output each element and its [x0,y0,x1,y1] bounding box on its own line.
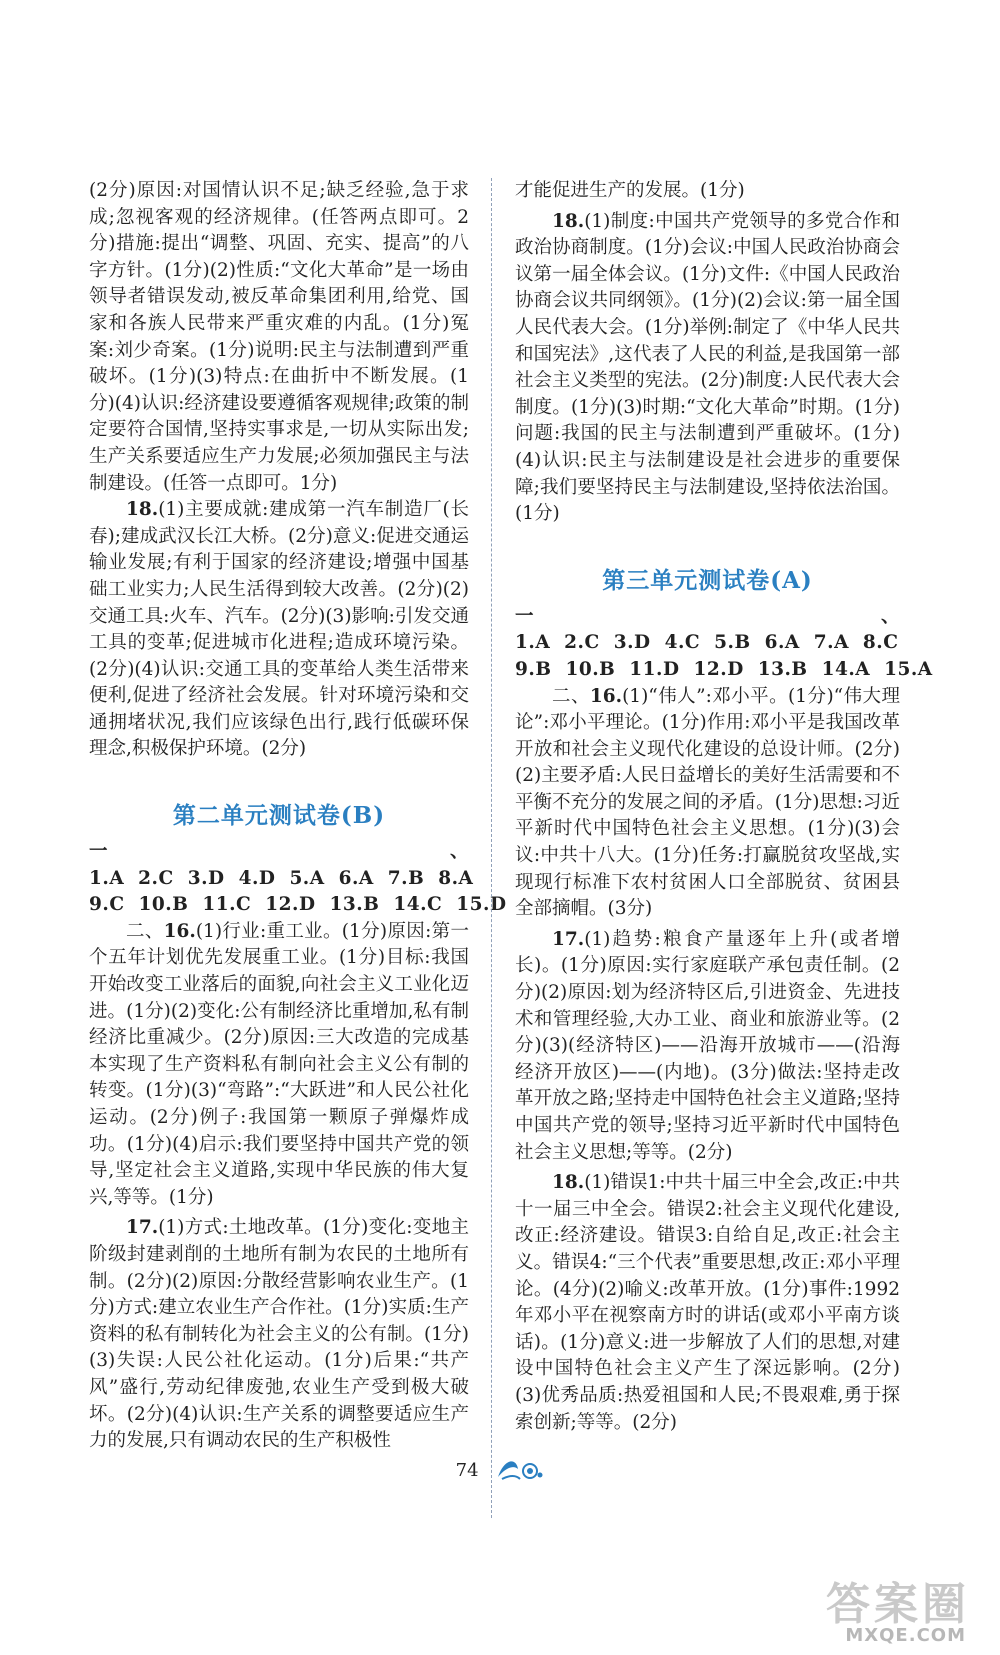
mc-answer: 4.D [238,867,276,889]
mc-answer: 4.C [664,632,701,654]
question-number: 16. [589,685,623,707]
mc-answer: 10.B [565,658,616,680]
watermark-url: MXQE.COM [845,1625,966,1646]
watermark-logo: 答案圈 [826,1579,970,1630]
section-title: 第三单元测试卷(A) [602,566,813,594]
section-title: 第二单元测试卷(B) [172,802,386,830]
mc-answer: 一、1.A [89,841,469,889]
part-label: 二、 [126,920,164,942]
mc-answer: 一、1.A [515,605,900,654]
mc-answer: 13.B [757,658,808,680]
mc-answer: 11.D [629,658,680,680]
mc-answer: 6.A [764,632,800,654]
mc-answer: 12.D [693,658,744,680]
mc-answer: 8.C [862,632,899,654]
question-number: 16. [163,920,196,942]
mc-answers-row-2 [89,892,507,919]
page-number: 74 [455,1460,479,1481]
answer-paragraph: (2分)原因:对国情认识不足;缺乏经验,急于求成;忽视客观的经济规律。(任答两点即可。2分)措施:提出“调整、巩固、充实、提高”的八字方针。(1分)(2)性质:“文化大革命”是一场由领导者错误发动,被反革命集团利用,给党、国家和各族人民带来严重灾难的内乱。(1分)冤案:刘少奇案。(1分)说明:民主与法制遭到严重破坏。(1分)(3)特点:在曲折中不断发展。(1分)(4)认识:经济建设要遵循客观规律;政策的制定要符合国情,坚持实事求是,一切从实际出发;生产关系要适应生产力发展;必须加强民主与法制建设。(任答一点即可。1分) [89,180,469,494]
answer-text: (1)趋势:粮食产量逐年上升(或者增长)。(1分)原因:实行家庭联产承包责任制。(2分)(2)原因:划为经济特区后,引进资金、先进技术和管理经验,大办工业、商业和旅游业等。(2分)(3)(经济特区)——沿海开放城市——(沿海经济开放区)——(内地)。(3分)做法:坚持走改革开放之路;坚持走中国特色社会主义道路;坚持中国共产党的领导;坚持习近平新时代中国特色社会主义思想;等等。(2分) [515,928,900,1163]
mc-answer: 9.B [515,658,552,680]
question-number: 18. [552,1172,585,1194]
answer-paragraph: 才能促进生产的发展。(1分) [515,180,745,201]
answer-text: (1)“伟人”:邓小平。(1分)“伟大理论”:邓小平理论。(1分)作用:邓小平是我国改革开放和社会主义现代化建设的总设计师。(2分)(2)主要矛盾:人民日益增长的美好生活需要和不平衡不充分的发展之间的矛盾。(1分)思想:习近平新时代中国特色社会主义思想。(1分)(3)会议:中共十八大。(1分)任务:打赢脱贫攻坚战,实现现行标准下农村贫困人口全部脱贫、贫困县全部摘帽。(3分) [515,685,900,920]
answer-q16 [515,684,900,923]
right-column [515,178,933,1436]
answer-text: (1)行业:重工业。(1分)原因:第一个五年计划优先发展重工业。(1分)目标:我国开始改变工业落后的面貌,向社会主义工业化迈进。(1分)(2)变化:公有制经济比重增加,私有制经济比重减少。(2分)原因:三大改造的完成基本实现了生产资料私有制向社会主义公有制的转变。(1分)(3)“弯路”:“大跃进”和人民公社化运动。(2分)例子:我国第一颗原子弹爆炸成功。(1分)(4)启示:我们要坚持中国共产党的领导,坚定社会主义道路,实现中华民族的伟大复兴,等等。(1分) [89,920,469,1208]
answer-q17 [515,927,900,1166]
mc-answer: 3.D [613,632,651,654]
mc-answers-row-2 [515,657,933,684]
mc-answer: 5.B [714,632,751,654]
mc-answers-row-1 [515,604,900,657]
mc-answer: 5.A [289,867,325,889]
mc-answer: 15.D [456,894,507,916]
leaf-ornament-icon [494,1455,544,1486]
mc-answer: 10.B [138,894,189,916]
part-label: 二、 [552,685,590,707]
mc-answer: 14.C [393,894,443,916]
answer-q18b [515,1170,900,1436]
answer-q16 [89,919,469,1212]
mc-answer: 8.A [438,867,474,889]
answer-q17 [89,1215,469,1454]
left-column [89,178,507,1455]
answer-text: (1)方式:土地改革。(1分)变化:变地主阶级封建剥削的土地所有制为农民的土地所有制。(2分)(2)原因:分散经营影响农业生产。(1分)方式:建立农业生产合作社。(1分)实质:生产资料的私有制转化为社会主义的公有制。(1分)(3)失误:人民公社化运动。(1分)后果:“共产风”盛行,劳动纪律废弛,农业生产受到极大破坏。(2分)(4)认识:生产关系的调整要适应生产力的发展,只有调动农民的生产积极性 [89,1217,469,1452]
mc-answer: 2.C [564,632,600,654]
mc-answer: 7.B [387,867,425,889]
mc-answer: 2.C [138,867,174,889]
answer-text: (1)错误1:中共十届三中全会,改正:中共十一届三中全会。错误2:社会主义现代化建设,改正:经济建设。错误3:自给自足,改正:社会主义。错误4:“三个代表”重要思想,改正:邓小平理论。(4分)(2)喻义:改革开放。(1分)事件:1992年邓小平在视察南方时的讲话(或邓小平南方谈话)。(1分)意义:进一步解放了人们的思想,对建设中国特色社会主义产生了深远影响。(2分)(3)优秀品质:热爱祖国和人民;不畏艰难,勇于探索创新;等等。(2分) [515,1172,900,1433]
mc-answers-row-1 [89,839,474,892]
mc-answer: 7.A [813,632,849,654]
mc-answer: 14.A [821,658,871,680]
question-number: 18. [552,210,585,232]
answer-q18 [89,497,469,763]
answer-q18 [515,209,900,528]
mc-answer: 13.B [329,894,380,916]
answer-text: (1)主要成就:建成第一汽车制造厂(长春);建成武汉长江大桥。(2分)意义:促进交通运输业发展;有利于国家的经济建设;增强中国基础工业实力;人民生活得到较大改善。(2分)(2)交通工具:火车、汽车。(2分)(3)影响:引发交通工具的变革;促进城市化进程;造成环境污染。(2分)(4)认识:交通工具的变革给人类生活带来便利,促进了经济社会发展。针对环境污染和交通拥堵状况,我们应该绿色出行,践行低碳环保理念,积极保护环境。(2分) [89,499,469,760]
question-number: 18. [126,499,159,521]
mc-answer: 6.A [338,867,374,889]
mc-answer: 3.D [187,867,225,889]
answer-text: (1)制度:中国共产党领导的多党合作和政治协商制度。(1分)会议:中国人民政治协商会议第一届全体会议。(1分)文件:《中国人民政治协商会议共同纲领》。(1分)(2)会议:第一届全国人民代表大会。(1分)举例:制定了《中华人民共和国宪法》,这代表了人民的利益,是我国第一部社会主义类型的宪法。(2分)制度:人民代表大会制度。(1分)(3)时期:“文化大革命”时期。(1分)问题:我国的民主与法制遭到严重破坏。(1分)(4)认识:民主与法制建设是社会进步的重要保障;我们要坚持民主与法制建设,坚持依法治国。(1分) [515,210,900,525]
mc-answer: 12.D [265,894,316,916]
question-number: 17. [126,1217,159,1239]
mc-answer: 15.A [884,658,933,680]
column-divider [491,178,492,1518]
mc-answer: 11.C [202,894,252,916]
mc-answer: 9.C [89,894,125,916]
page-footer [0,1455,1000,1486]
question-number: 17. [552,928,585,950]
